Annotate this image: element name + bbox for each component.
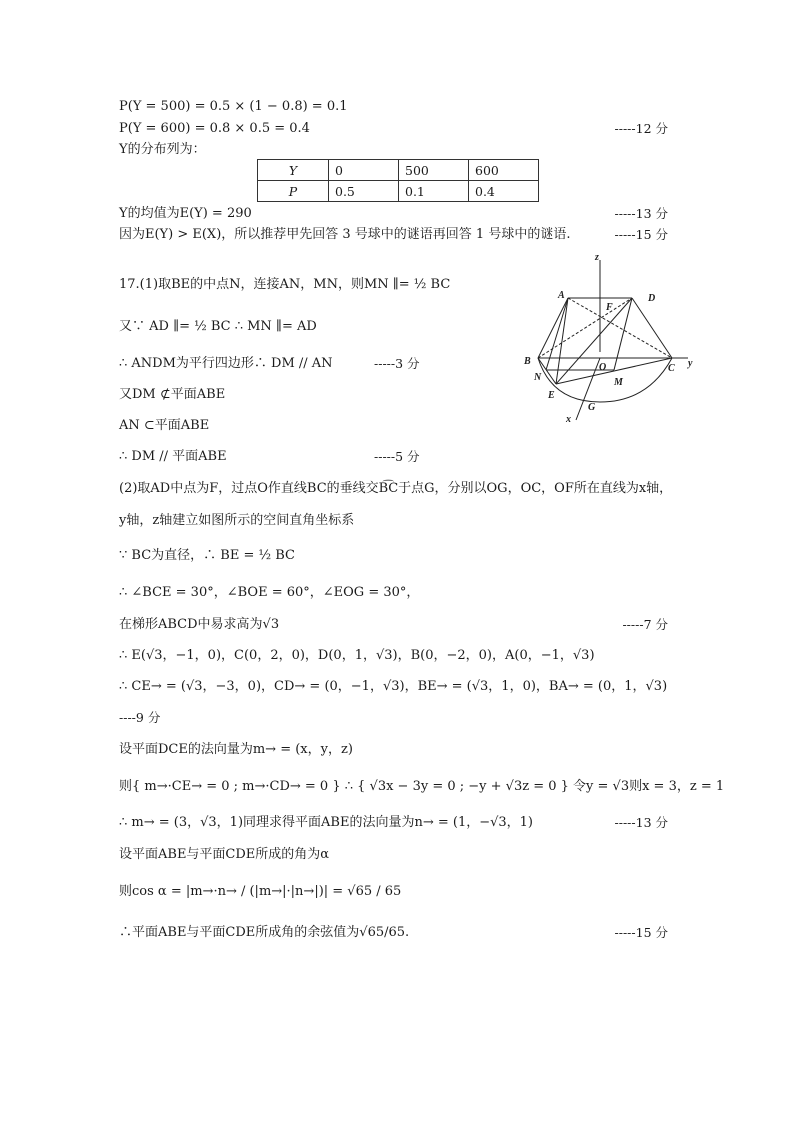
label-g: G [588, 402, 596, 413]
geometry-figure [518, 252, 698, 427]
table-cell: 0.5 [329, 181, 399, 202]
normal-vector-def: 设平面DCE的法向量为m→ = (x，y，z) [119, 742, 353, 757]
normal-vectors-result: ∴ m→ = (3，√3，1)同理求得平面ABE的法向量为n→ = (1，−√3，1) [119, 815, 534, 830]
score-13b: -----13 分 [614, 815, 668, 830]
score-13a: -----13 分 [614, 206, 668, 221]
q17-part1-line: 17.(1)取BE的中点N，连接AN，MN，则MN ∥= ½ BC [119, 277, 451, 292]
score-15a: -----15 分 [614, 227, 668, 242]
label-a: A [558, 290, 565, 301]
table-row [258, 160, 539, 181]
label-f: F [606, 302, 613, 313]
score-15b: -----15 分 [614, 925, 668, 940]
label-z: z [595, 252, 599, 263]
table-cell: 500 [399, 160, 469, 181]
label-y: y [688, 358, 693, 369]
conclusion-line: 因为E(Y) > E(X)，所以推荐甲先回答 3 号球中的谜语再回答 1 号球中的谜语. [119, 227, 571, 242]
score-5: -----5 分 [374, 449, 420, 464]
score-7: -----7 分 [622, 617, 668, 632]
edge-an [546, 298, 568, 370]
label-m: M [614, 377, 623, 388]
cos-line: 则cos α = |m→·n→ / (|m→|·|n→|)| = √65 / 65 [119, 884, 402, 899]
score-12: -----12 分 [614, 121, 668, 136]
hidden-bd [538, 298, 632, 358]
score-9: ----9 分 [119, 710, 161, 725]
angle-def-line: 设平面ABE与平面CDE所成的角为α [119, 847, 330, 862]
vectors-line: ∴ CE→ = (√3，−3，0)，CD→ = (0，−1，√3)，BE→ = (√3，1，0)，BA→ = (0，1，√3) [119, 679, 668, 694]
parallelogram-line: ∴ ANDM为平行四边形∴ DM // AN [119, 356, 333, 371]
label-b: B [524, 356, 531, 367]
distribution-table [257, 159, 539, 202]
distribution-intro: Y的分布列为： [119, 142, 206, 157]
table-cell: P [258, 181, 329, 202]
edge-dc [632, 298, 672, 358]
label-d: D [648, 293, 656, 304]
table-cell: 0.1 [399, 181, 469, 202]
table-cell: 0 [329, 160, 399, 181]
coordinates-line: ∴ E(√3，−1，0)，C(0，2，0)，D(0，1，√3)，B(0，−2，0)，A(0，−1，√3) [119, 648, 595, 663]
table-row [258, 181, 539, 202]
label-n: N [534, 372, 542, 383]
system-line: 则{ m→·CE→ = 0 ; m→·CD→ = 0 } ∴ { √3x − 3y = 0 ; −y + √3z = 0 } 令y = √3则x = 3，z = 1 [119, 779, 725, 794]
label-e: E [548, 390, 555, 401]
eq-p-y-500: P(Y = 500) = 0.5 × (1 − 0.8) = 0.1 [119, 99, 348, 114]
axes-line: y轴，z轴建立如图所示的空间直角坐标系 [119, 513, 355, 528]
hidden-ac [568, 298, 672, 358]
edge-de [556, 298, 632, 384]
an-in-plane: AN ⊂平面ABE [119, 418, 210, 433]
dm-parallel-plane: ∴ DM // 平面ABE [119, 449, 227, 464]
label-c: C [668, 363, 675, 374]
score-3: -----3 分 [374, 356, 420, 371]
height-line: 在梯形ABCD中易求高为√3 [119, 617, 280, 632]
eq-p-y-600: P(Y = 600) = 0.8 × 0.5 = 0.4 [119, 121, 310, 136]
part2-line: (2)取AD中点为F，过点O作直线BC的垂线交B͡C于点G，分别以OG，OC，OF所在直线为x轴， [119, 481, 673, 496]
diameter-line: ∵ BC为直径，∴ BE = ½ BC [119, 548, 295, 563]
angles-line: ∴ ∠BCE = 30°，∠BOE = 60°，∠EOG = 30°， [119, 585, 420, 600]
final-answer: ∴平面ABE与平面CDE所成角的余弦值为√65/65. [119, 925, 410, 940]
table-cell: Y [258, 160, 329, 181]
label-o: O [599, 362, 607, 373]
expectation-line: Y的均值为E(Y) = 290 [119, 206, 252, 221]
table-cell: 0.4 [469, 181, 539, 202]
dm-not-in-plane: 又DM ⊄平面ABE [119, 387, 226, 402]
parallel-line: 又∵ AD ∥= ½ BC ∴ MN ∥= AD [119, 319, 317, 334]
table-cell: 600 [469, 160, 539, 181]
label-x: x [566, 414, 571, 425]
